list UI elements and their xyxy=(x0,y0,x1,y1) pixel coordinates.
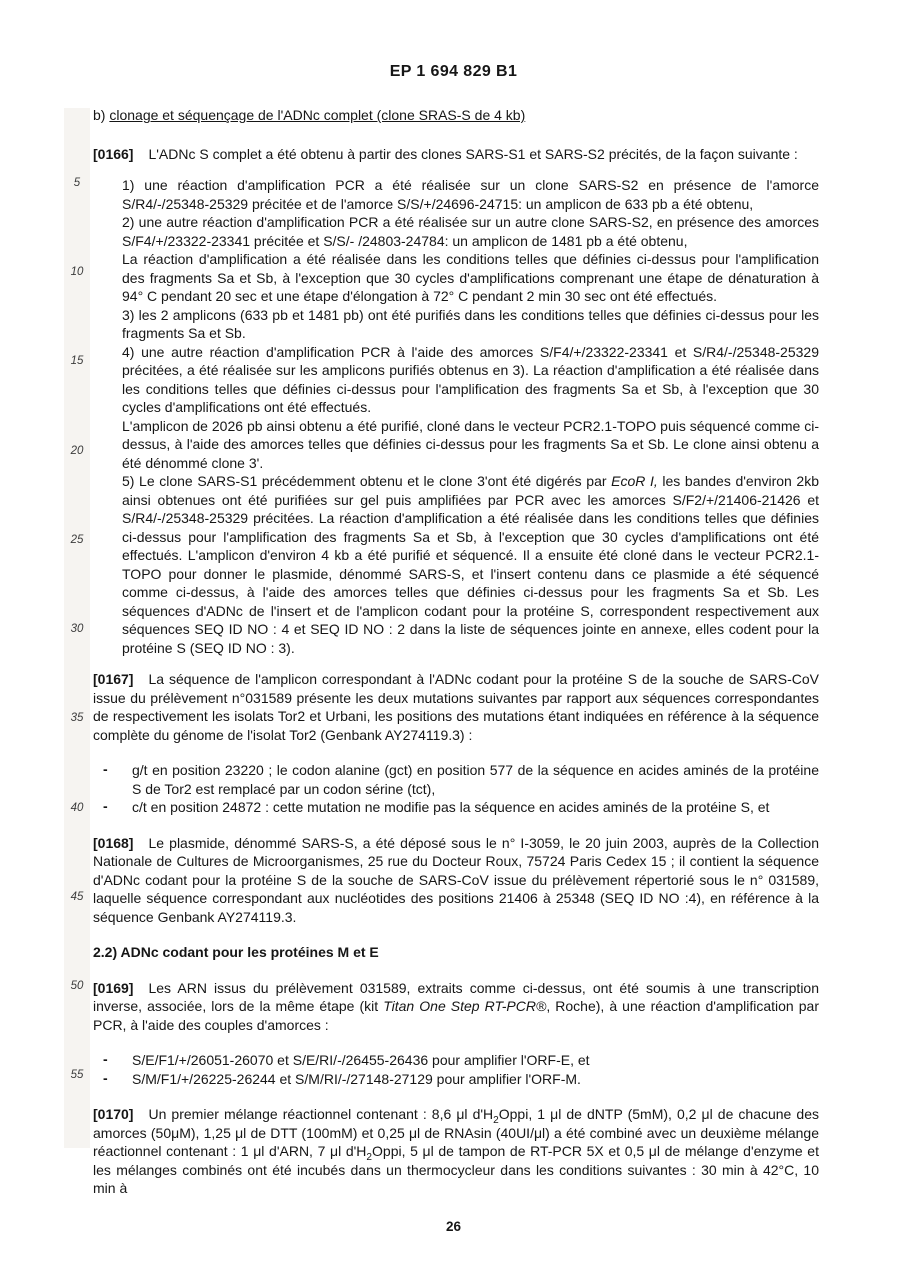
page-number: 26 xyxy=(445,1219,462,1234)
paragraph-text: Le plasmide, dénommé SARS-S, a été déposé sous le n° I-3059, le 20 juin 2003, auprès de la Collection Nationale de Cultures de Microorganismes, 25 rue du Docteur Roux, 75724 Paris Cedex 15 ; il contient la séquence d'ADNc codant pour la protéine S de la souche de SARS-CoV issue du prélèvement répertorié sous le n° 031589, laquelle séquence correspondant aux nucléotides des positions 21406 à 25348 (SEQ ID NO :4), en référence à la séquence Genbank AY274119.3. xyxy=(93,834,819,925)
paragraph-number: [0169] xyxy=(93,979,134,996)
paragraph-0167 xyxy=(93,670,819,744)
paragraph-0169 xyxy=(93,979,819,1035)
bullet-dash: - xyxy=(103,1069,108,1086)
step-item: 5) Le clone SARS-S1 précédemment obtenu et le clone 3'ont été digérés par EcoR I, les bandes d'environ 2kb ainsi obtenues ont été purifiées sur gel puis amplifiées par PCR avec les amorces S/F2/+/21406-21426 et S/R4/-/25348-25329 précitées. La réaction d'amplification a été réalisée dans les conditions telles que définies ci-dessus pour l'amplification des fragments Sa et Sb, à l'exception que 30 cycles d'amplifications ont été effectués. L'amplicon d'environ 4 kb a été purifié et séquencé. Il a ensuite été cloné dans le vecteur PCR2.1-TOPO pour donner le plasmide, dénommé SARS-S, et l'insert contenu dans ce plasmide a été séquencé comme ci-dessus, à l'aide des amorces telles que définies ci-dessus pour les fragments Sa et Sb. Les séquences d'ADNc de l'insert et de l'amplicon codant pour la protéine S, correspondent respectivement aux séquences SEQ ID NO : 4 et SEQ ID NO : 2 dans la liste de séquences jointe en annexe, elles codent pour la protéine S (SEQ ID NO : 3). xyxy=(122,473,820,656)
bullet-dash: - xyxy=(103,761,108,777)
list-item xyxy=(93,1070,819,1089)
paragraph-number: [0170] xyxy=(93,1106,134,1122)
line-number: 25 xyxy=(70,534,84,546)
paragraph-text: Les ARN issus du prélèvement 031589, extraits comme ci-dessus, ont été soumis à une transcription inverse, associée, lors de la même étape (kit Titan One Step RT-PCR®, Roche), à une réaction d'amplification par PCR, à l'aide des couples d'amorces : xyxy=(93,979,820,1033)
paragraph-0170 xyxy=(93,1105,819,1198)
step-item: 4) une autre réaction d'amplification PCR à l'aide des amorces S/F4/+/23322-23341 et S/R4/-/25348-25329 précitées, a été réalisée sur les amplicons purifiés obtenus en 3). La réaction d'amplification a été réalisée dans les conditions telles que définies ci-dessus pour l'amplification des fragments Sa et Sb, à l'exception que 30 cycles d'amplifications ont été effectués. xyxy=(122,343,819,415)
paragraph-text: Un premier mélange réactionnel contenant : 8,6 μl $d'H_2Oppi$, 1 μl de dNTP (5mM), 0,2 μl de chacune des amorces (50μM), 1,25 μl de DTT (100mM) et 0,25 μl de RNAsin (40UI/μl) a été combiné avec un deuxième mélange réactionnel contenant : 1 μl d'ARN, 7 μl $d'H_2Oppi$, 5 μl de tampon de RT-PCR 5X et 0,5 μl de mélange d'enzyme et les mélanges combinés ont été incubés dans un thermocycleur dans les conditions suivantes : 30 min à 42°C, 10 min à xyxy=(93,1106,819,1196)
line-number: 45 xyxy=(70,891,84,903)
step-item: 2) une autre réaction d'amplification PCR a été réalisée sur un autre clone SARS-S2, en présence des amorces S/F4/+/23322-23341 précitée et S/S/- /24803-24784: un amplicon de 1481 pb a été obtenu, xyxy=(122,214,819,249)
step-item: 3) les 2 amplicons (633 pb et 1481 pb) ont été purifiés dans les conditions telles que définies ci-dessus pour les fragments Sa et Sb. xyxy=(122,306,819,341)
paragraph-number: [0167] xyxy=(93,671,134,687)
list-item-text: g/t en position 23220 ; le codon alanine (gct) en position 577 de la séquence en acides aminés de la protéine S de Tor2 est remplacé par un codon sérine (tct), xyxy=(132,762,819,797)
line-number: 50 xyxy=(70,980,84,992)
section-heading-prefix: b) xyxy=(93,107,110,123)
step-item: La réaction d'amplification a été réalisée dans les conditions telles que définies ci-dessus pour l'amplification des fragments Sa et Sb, à l'exception que 30 cycles d'amplifications comprenant une étape de dénaturation à 94° C pendant 20 sec et une étape d'élongation à 72° C pendant 2 min 30 sec ont été effectués. xyxy=(122,251,819,304)
list-item xyxy=(93,761,819,798)
step-item: 1) une réaction d'amplification PCR a été réalisée sur un clone SARS-S2 en présence de l'amorce S/R4/-/25348-25329 précitée et de l'amorce S/S/+/24696-24715: un amplicon de 633 pb a été obtenu, xyxy=(122,177,819,212)
paragraph-number: [0166] xyxy=(93,145,134,162)
line-number: 35 xyxy=(70,712,84,724)
line-number: 5 xyxy=(73,177,81,189)
numbered-steps-list xyxy=(122,176,819,657)
paragraph-text: L'ADNc S complet a été obtenu à partir des clones SARS-S1 et SARS-S2 précités, de la façon suivante : xyxy=(148,145,798,162)
line-number: 10 xyxy=(70,266,84,278)
paragraph-0168 xyxy=(93,834,819,927)
list-item-text: c/t en position 24872 : cette mutation ne modifie pas la séquence en acides aminés de la protéine S, et xyxy=(132,799,770,815)
line-number: 30 xyxy=(70,623,84,635)
primer-pair-list xyxy=(93,1051,819,1088)
step-item: L'amplicon de 2026 pb ainsi obtenu a été purifié, cloné dans le vecteur PCR2.1-TOPO puis séquencé comme ci-dessus, à l'aide des amorces telles que définies ci-dessus pour les fragments Sa et Sb. Le clone ainsi obtenu a été dénommé clone 3'. xyxy=(122,417,819,471)
paragraph-text: La séquence de l'amplicon correspondant à l'ADNc codant pour la protéine S de la souche de SARS-CoV issue du prélèvement n°031589 présente les deux mutations suivantes par rapport aux séquences correspondantes de respectivement les isolats Tor2 et Urbani, les positions des mutations étant indiquées en référence à la séquence complète du génome de l'isolat Tor2 (Genbank AY274119.3) : xyxy=(93,671,819,743)
bullet-dash: - xyxy=(103,1051,108,1067)
line-number: 15 xyxy=(70,355,84,367)
line-number: 55 xyxy=(70,1069,84,1081)
section-heading-b xyxy=(93,106,819,125)
line-number: 40 xyxy=(70,802,84,814)
section-heading-2-2: 2.2) ADNc codant pour les protéines M et E xyxy=(93,944,379,960)
document-number-header: EP 1 694 829 B1 xyxy=(389,63,518,80)
list-item xyxy=(93,1051,819,1070)
list-item-text: S/E/F1/+/26051-26070 et S/E/RI/-/26455-26436 pour amplifier l'ORF-E, et xyxy=(132,1052,590,1068)
document-body xyxy=(93,106,819,1211)
section-heading-text: clonage et séquençage de l'ADNc complet (clone SRAS-S de 4 kb) xyxy=(109,107,526,123)
line-number: 20 xyxy=(70,445,84,457)
bullet-dash: - xyxy=(103,798,108,814)
mutation-list xyxy=(93,761,819,817)
list-item xyxy=(93,798,819,817)
list-item-text: S/M/F1/+/26225-26244 et S/M/RI/-/27148-27129 pour amplifier l'ORF-M. xyxy=(132,1070,581,1087)
paragraph-0166 xyxy=(93,145,819,164)
paragraph-number: [0168] xyxy=(93,834,134,851)
